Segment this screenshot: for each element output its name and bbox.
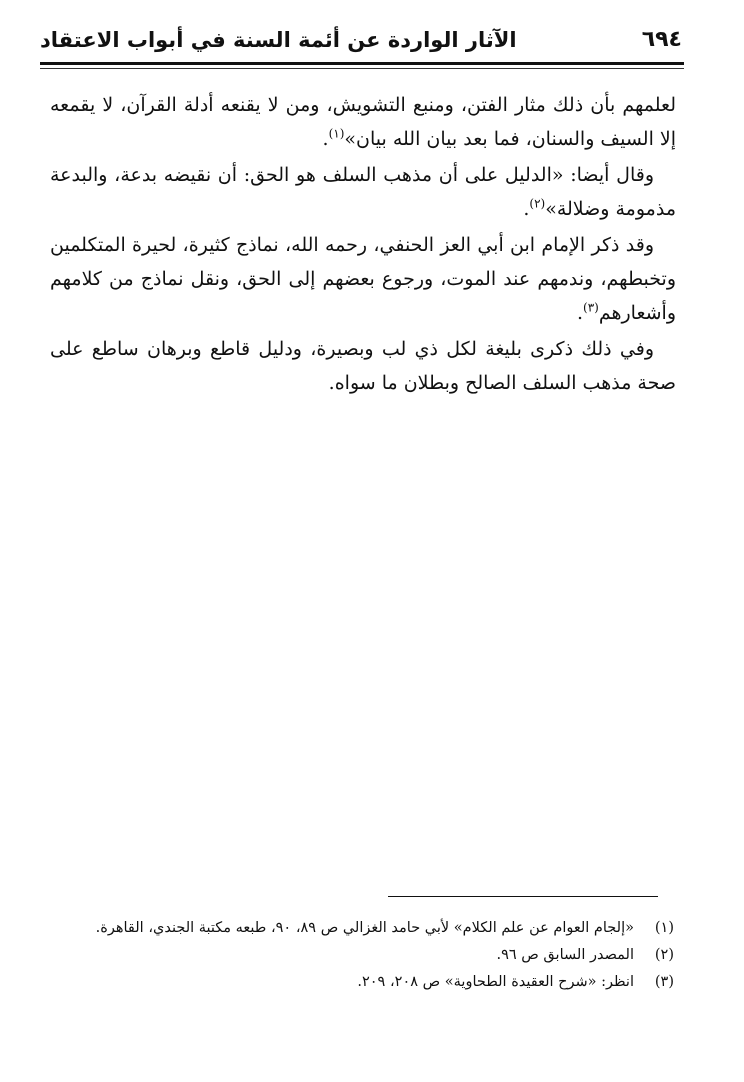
footnote-separator bbox=[388, 896, 658, 897]
footnote-number-1: (١) bbox=[654, 920, 674, 936]
footnote-3 bbox=[46, 969, 674, 996]
paragraph-2-end: . bbox=[523, 198, 530, 220]
footnotes bbox=[46, 915, 674, 996]
paragraph-1 bbox=[50, 88, 676, 156]
footnote-text-2: المصدر السابق ص ٩٦. bbox=[496, 947, 634, 963]
footnote-ref-3[interactable]: (٣) bbox=[583, 300, 599, 315]
page-number: ٦٩٤ bbox=[641, 27, 682, 52]
paragraph-2-text: وقال أيضا: «الدليل على أن مذهب السلف هو الحق: أن نقيضه بدعة، والبدعة مذمومة وضلالة» bbox=[50, 164, 676, 220]
footnote-number-3: (٣) bbox=[654, 974, 674, 990]
paragraph-1-text: لعلمهم بأن ذلك مثار الفتن، ومنبع التشويش، ومن لا يقنعه أدلة القرآن، لا يقمعه إلا السيف والسنان، فما بعد بيان الله بيان» bbox=[50, 94, 676, 150]
footnote-ref-1[interactable]: (١) bbox=[328, 126, 345, 141]
footnote-2 bbox=[46, 942, 674, 969]
header-rule-thin bbox=[40, 68, 684, 69]
footnote-number-2: (٢) bbox=[654, 947, 674, 963]
footnote-text-3: انظر: «شرح العقيدة الطحاوية» ص ٢٠٨، ٢٠٩. bbox=[357, 974, 634, 990]
paragraph-3-end: . bbox=[576, 302, 583, 324]
header-rule bbox=[40, 62, 684, 65]
paragraph-3 bbox=[50, 228, 676, 330]
paragraph-4-text: وفي ذلك ذكرى بليغة لكل ذي لب وبصيرة، ودليل قاطع وبرهان ساطع على صحة مذهب السلف الصالح وبطلان ما سواه. bbox=[50, 338, 676, 394]
footnote-ref-2[interactable]: (٢) bbox=[529, 196, 546, 211]
body-text bbox=[50, 88, 676, 402]
header-title: الآثار الواردة عن أئمة السنة في أبواب الاعتقاد bbox=[40, 28, 517, 52]
paragraph-1-end: . bbox=[322, 128, 329, 150]
paragraph-3-text: وقد ذكر الإمام ابن أبي العز الحنفي، رحمه الله، نماذج كثيرة، لحيرة المتكلمين وتخبطهم، وندمهم عند الموت، ورجوع بعضهم إلى الحق، ونقل نماذج من كلامهم وأشعارهم bbox=[50, 234, 676, 324]
paragraph-4 bbox=[50, 332, 676, 400]
footnote-text-1: «إلجام العوام عن علم الكلام» لأبي حامد الغزالي ص ٨٩، ٩٠، طبعه مكتبة الجندي، القاهرة. bbox=[95, 920, 634, 936]
running-header bbox=[40, 16, 682, 60]
paragraph-2 bbox=[50, 158, 676, 226]
footnote-1 bbox=[46, 915, 674, 942]
